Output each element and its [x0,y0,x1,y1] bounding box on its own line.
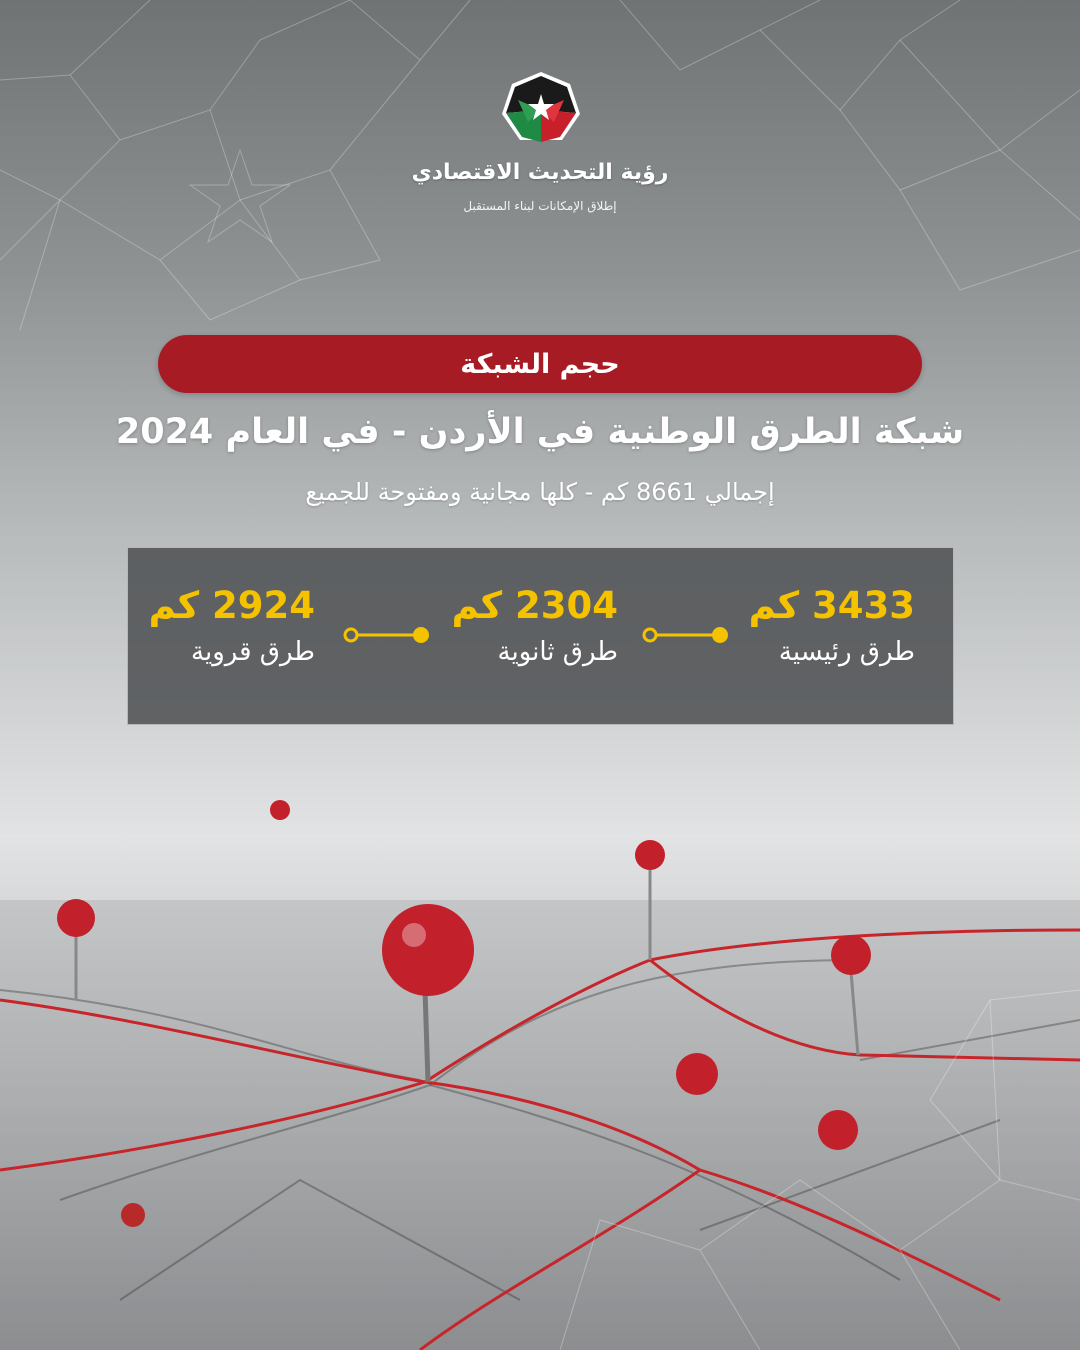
stat-rural-roads [95,584,315,667]
headline: شبكة الطرق الوطنية في الأردن - في العام 2024 [115,412,965,452]
stat-value: 2924 كم [148,584,315,627]
stat-value: 3433 كم [748,584,915,627]
subline: إجمالي 8661 كم - كلها مجانية ومفتوحة للجميع [305,478,775,506]
jordan-star-heptagon-logo-icon [500,70,582,148]
jordan-vision-logo [500,70,582,148]
stats-panel [127,547,954,725]
section-label-pill [158,335,922,393]
connector-dots-icon [341,624,433,646]
connector-dots-icon [640,624,732,646]
stat-label: طرق ثانوية [497,637,618,667]
stat-label: طرق رئيسية [778,637,915,667]
stat-label: طرق قروية [191,637,315,667]
stat-value: 2304 كم [451,584,618,627]
section-label: حجم الشبكة [460,348,620,380]
brand-tagline: إطلاق الإمكانات لبناء المستقبل [463,199,617,213]
brand-title: رؤية التحديث الاقتصادي [411,160,669,185]
